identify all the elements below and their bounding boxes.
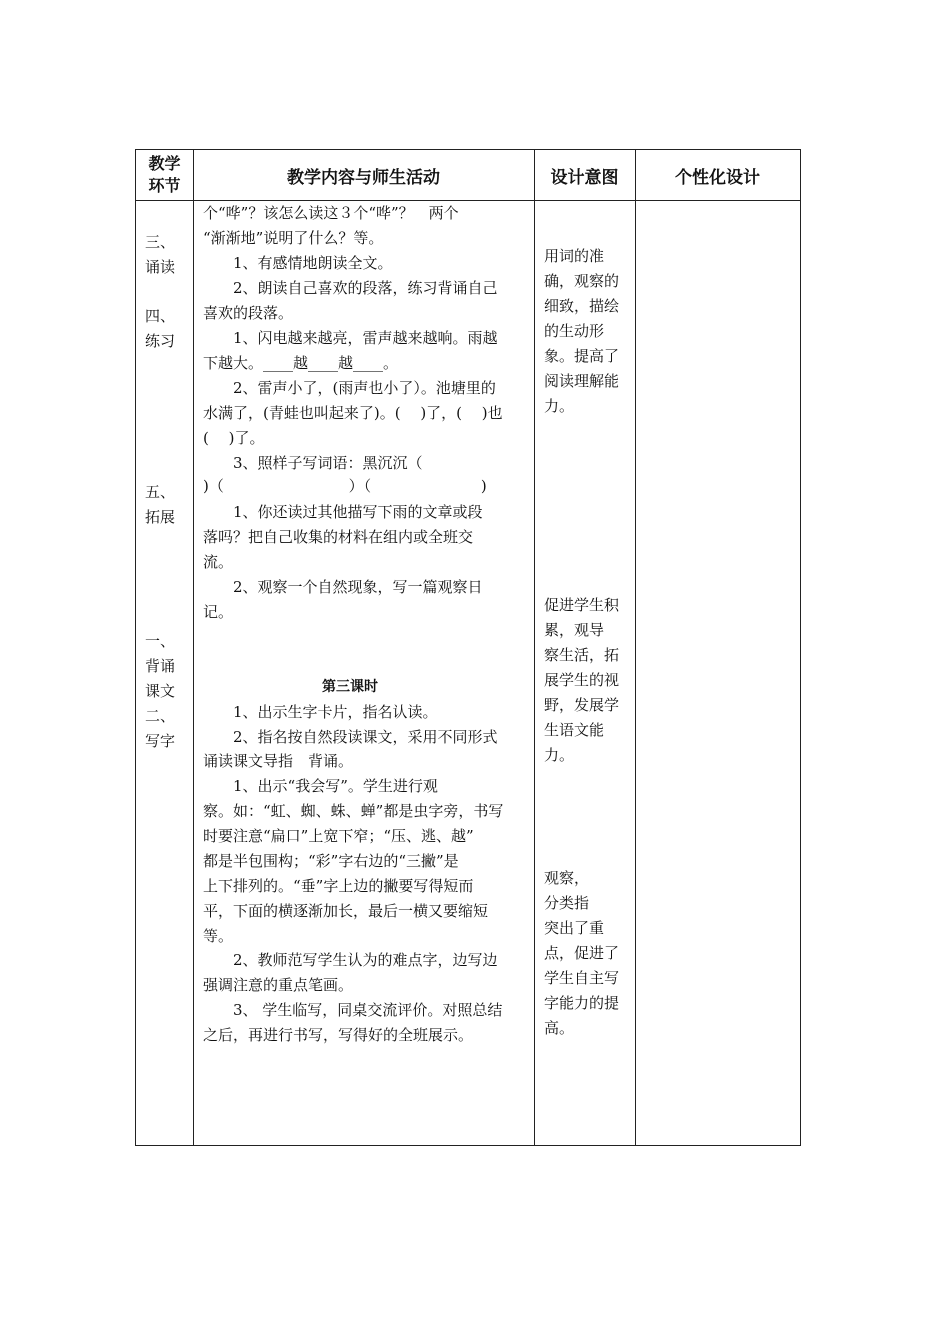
content-line: 1、出示“我会写”。学生进行观 [203,777,438,795]
content-line: 时要注意“扁口”上宽下窄；“压、逃、越” [203,827,474,845]
stage-label: 二、 [145,707,176,725]
intent-line: 累，观导 [544,621,605,639]
content-line: 2、雷声小了，(雨声也小了）。池塘里的 [203,379,496,397]
content-line: 喜欢的段落。 [203,304,294,322]
content-line: 1、闪电越来越亮，雷声越来越响。雨越 [203,329,498,347]
content-line: “渐渐地”说明了什么？等。 [203,229,384,247]
intent-line: 分类指 [544,894,590,912]
intent-line: 生语文能 [544,721,605,739]
stage-label: 五、 [145,483,176,501]
content-line: 1、出示生字卡片，指名认读。 [203,703,438,721]
intent-line: 力。 [544,397,575,415]
content-line: 1、有感情地朗读全文。 [203,254,393,272]
content-line: 平，下面的横逐渐加长，最后一横又要缩短 [203,902,489,920]
content-line: 下越大。____越____越____。 [203,354,399,372]
intent-line: 用词的准 [544,247,605,265]
stage-label: 拓展 [145,508,176,526]
stage-label: 一、 [145,632,176,650]
content-line: 诵读课文导指 背诵。 [203,752,354,770]
intent-line: 力。 [544,746,575,764]
intent-line: 象。提高了 [544,347,620,365]
header-stage [136,150,193,200]
content-line: 上下排列的。“垂”字上边的撇要写得短而 [203,877,474,895]
stage-label: 背诵 [145,657,176,675]
intent-line: 观察， [544,869,590,887]
intent-line: 细致，描绘 [544,297,620,315]
content-line: 落吗？把自己收集的材料在组内或全班交 [203,528,474,546]
intent-line: 展学生的视 [544,671,620,689]
intent-line: 察生活，拓 [544,646,620,664]
intent-line: 字能力的提 [544,994,620,1012]
intent-line: 确，观察的 [544,272,620,290]
intent-line: 阅读理解能 [544,372,620,390]
stage-label: 诵读 [145,258,176,276]
content-line: 都是半包围构；“彩”字右边的“三撇”是 [203,852,459,870]
intent-line: 学生自主写 [544,969,620,987]
intent-line: 点，促进了 [544,944,620,962]
intent-line: 突出了重 [544,919,605,937]
content-line: 3、 学生临写，同桌交流评价。对照总结 [203,1001,503,1019]
column-divider [635,150,636,1145]
header-stage-line1: 教学 [148,154,181,173]
stage-label: 练习 [145,332,176,350]
stage-label: 四、 [145,307,176,325]
column-divider [534,150,535,1145]
header-personal: 个性化设计 [675,167,760,188]
content-line: 个“哗”？该怎么读这３个“哗”？ 两个 [203,204,459,222]
content-line: )（ ）（ ) [203,477,487,495]
content-line: 3、照样子写词语：黑沉沉（ [203,454,423,472]
content-line: 1、你还读过其他描写下雨的文章或段 [203,503,483,521]
content-line: 2、观察一个自然现象，写一篇观察日 [203,578,483,596]
intent-line: 的生动形 [544,322,605,340]
intent-line: 促进学生积 [544,596,620,614]
header-intent: 设计意图 [550,167,619,188]
content-line: 察。如：“虹、蜘、蛛、蝉”都是虫字旁，书写 [203,802,504,820]
stage-label: 三、 [145,233,176,251]
content-line: 强调注意的重点笔画。 [203,976,354,994]
header-stage-line2: 环节 [148,176,181,195]
content-line: 水满了，(青蛙也叫起来了)。( )了，( )也 [203,404,503,422]
content-line: 之后，再进行书写，写得好的全班展示。 [203,1026,474,1044]
content-line: 2、指名按自然段读课文，采用不同形式 [203,728,498,746]
header-content: 教学内容与师生活动 [287,167,440,188]
content-line: 流。 [203,553,234,571]
content-line: 等。 [203,927,234,945]
content-line: 记。 [203,603,234,621]
content-line: 2、教师范写学生认为的难点字，边写边 [203,951,498,969]
content-line: ( )了。 [203,429,265,447]
stage-label: 课文 [145,682,176,700]
content-line: 2、朗读自己喜欢的段落，练习背诵自己 [203,279,498,297]
stage-label: 写字 [145,732,176,750]
intent-line: 野，发展学 [544,696,620,714]
column-divider [193,150,194,1145]
intent-line: 高。 [544,1019,575,1037]
lesson-title: 第三课时 [322,679,378,695]
